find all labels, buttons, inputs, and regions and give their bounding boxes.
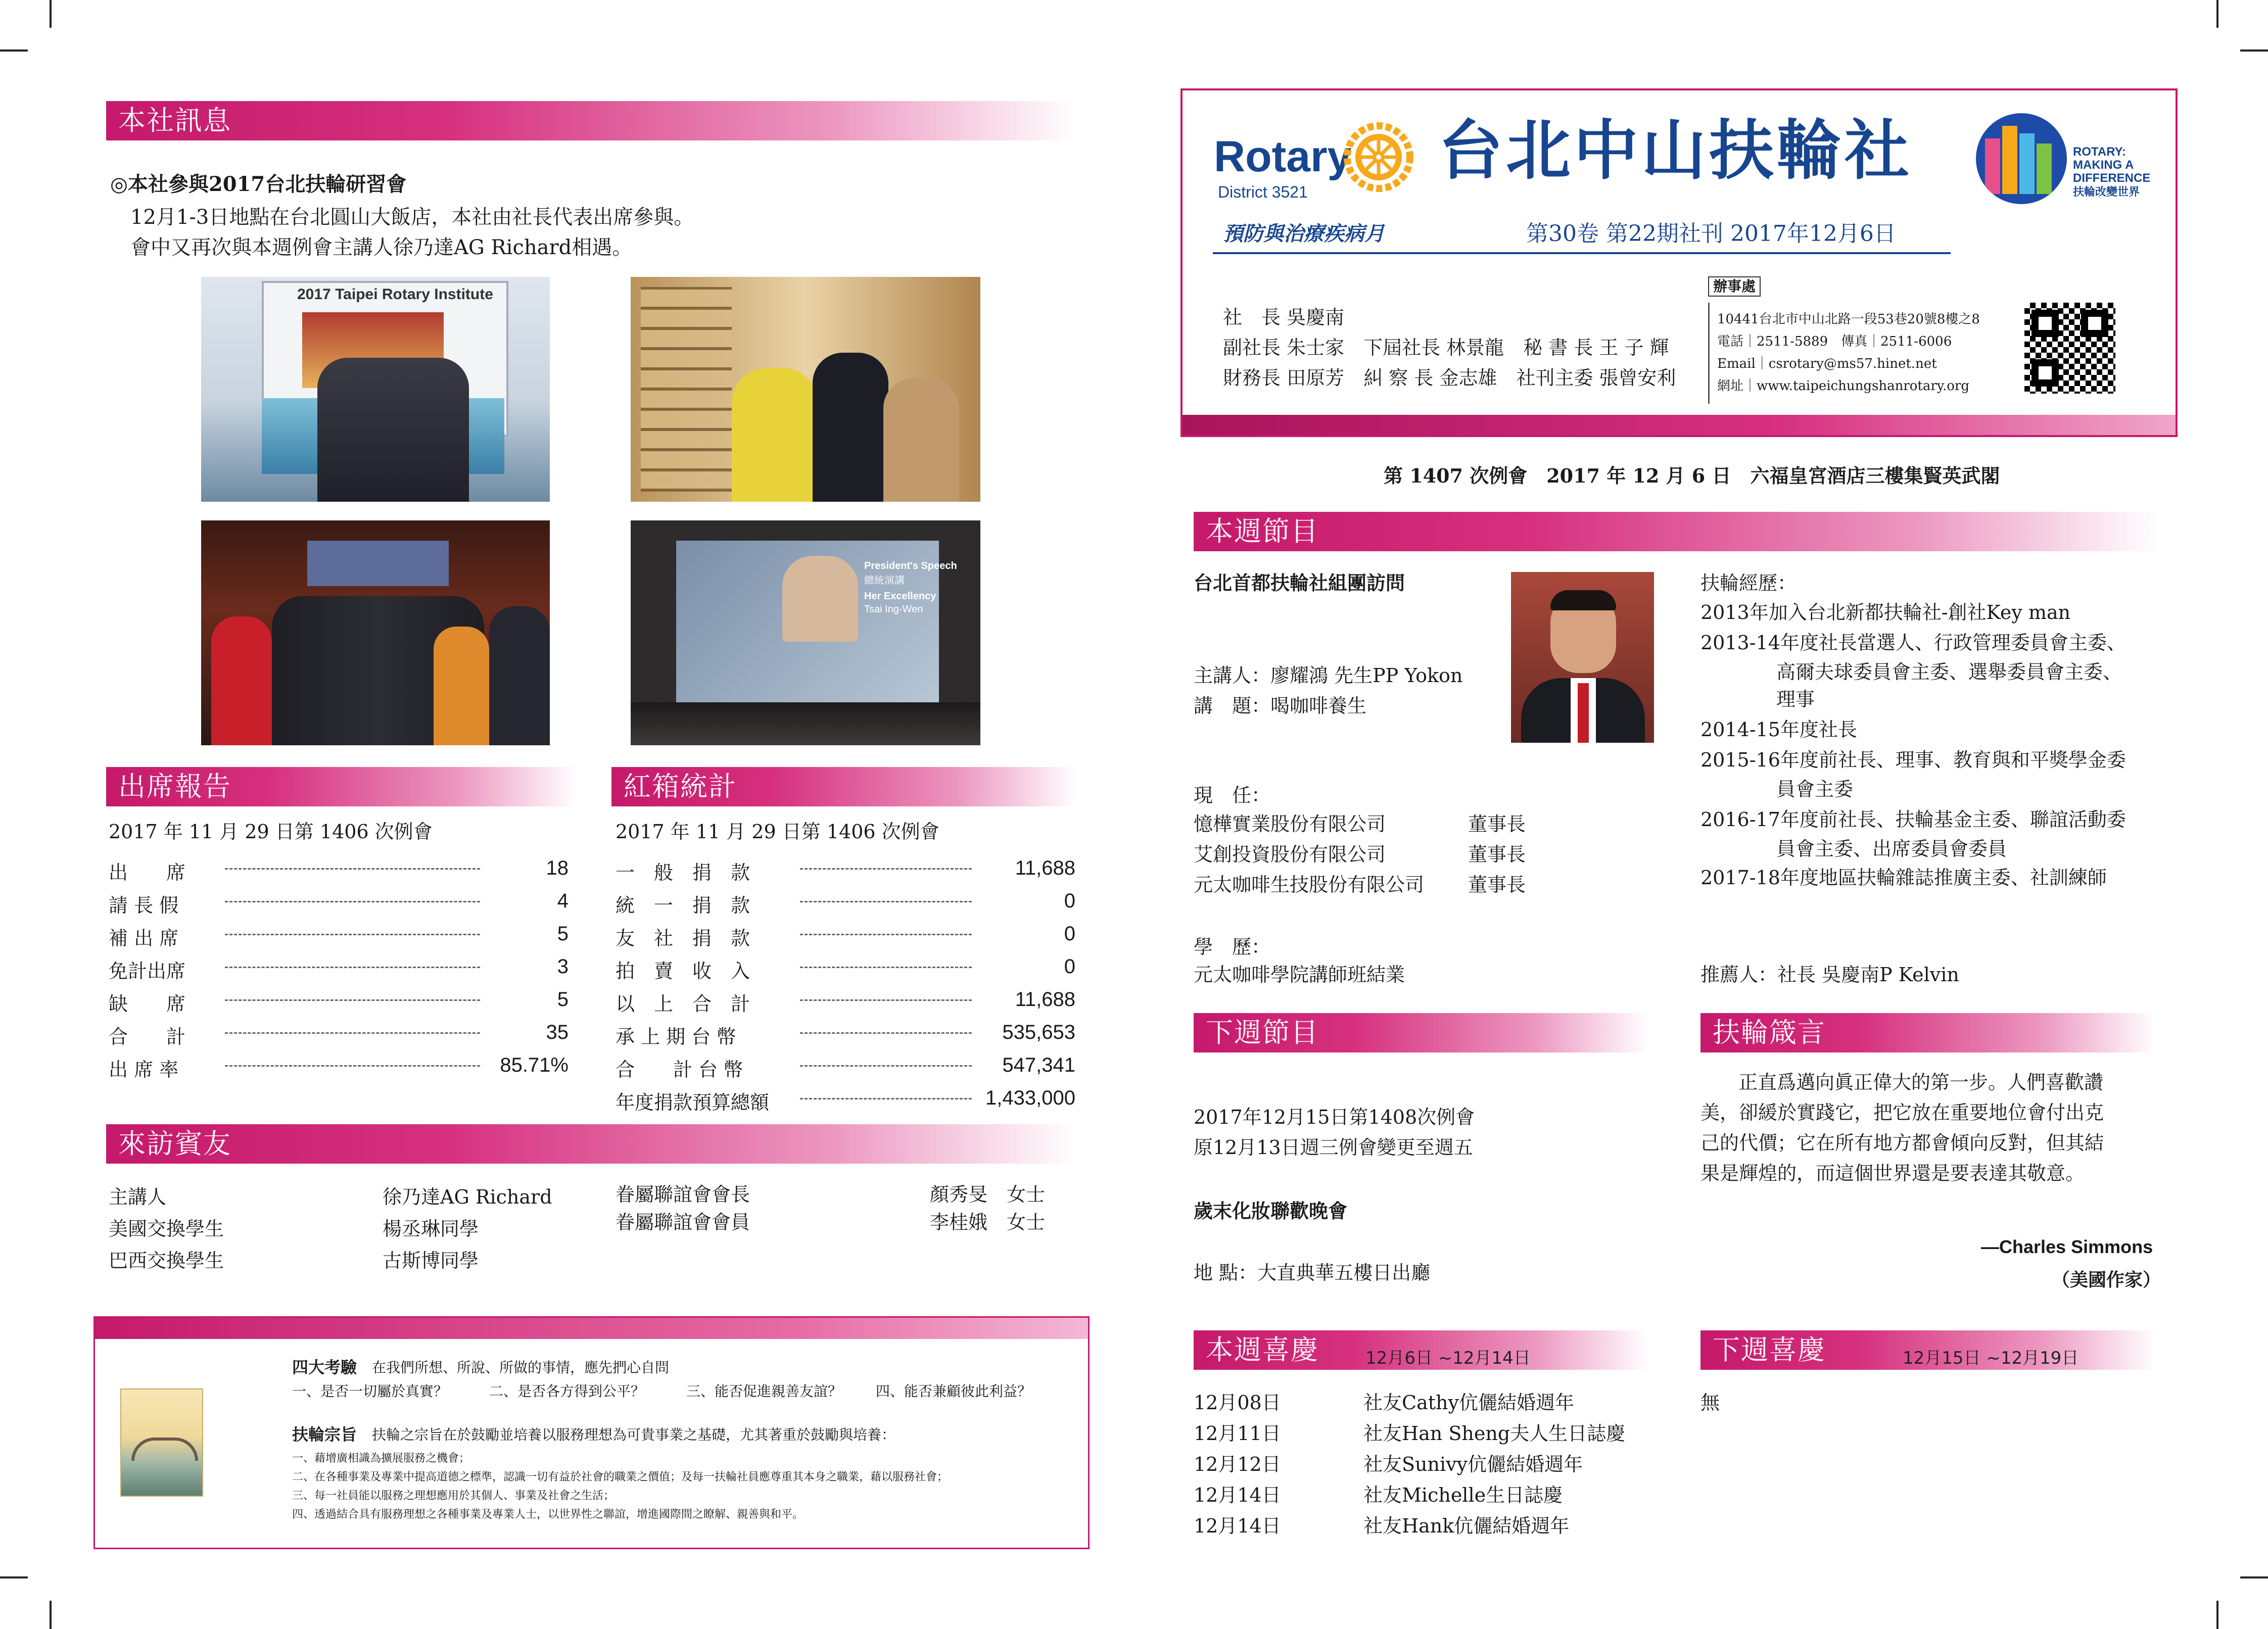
- celebrations-range: 12月6日 ~12月14日: [1365, 1348, 1531, 1368]
- visitor-col2-1: 徐乃達AG Richard: [383, 1186, 552, 1208]
- person-right: [489, 606, 550, 745]
- stat-value: 0: [1064, 923, 1075, 945]
- theme-line-2: MAKING A: [2073, 158, 2134, 172]
- stat-row: [109, 984, 569, 1015]
- program-visit: 台北首都扶輪社組團訪問: [1194, 571, 1405, 594]
- visitor-col2-3: 古斯博同學: [383, 1250, 479, 1272]
- theme-logo-bar: [2019, 133, 2035, 194]
- stat-row: [109, 853, 569, 883]
- education-text: 元太咖啡學院講師班結業: [1194, 964, 1405, 986]
- next-week-line1: 2017年12月15日第1408次例會: [1194, 1106, 1475, 1128]
- stat-value: 85.71%: [500, 1054, 569, 1076]
- four-way-q3: 三、能否促進親善友誼？: [686, 1383, 842, 1400]
- theme-logo-bar: [1985, 138, 2000, 194]
- speaker-portrait: [1511, 572, 1654, 743]
- theme-line-4: 扶輪改變世界: [2073, 185, 2140, 199]
- current-label: 現 任：: [1194, 784, 1271, 806]
- object-4: 四、透過結合具有服務理想之各種事業及專業人士，以世界性之聯誼，增進國際間之瞭解、親善與和平。: [292, 1508, 804, 1521]
- celebration-date-1: 12月08日: [1194, 1392, 1281, 1414]
- masthead-bottom-bar: [1183, 415, 2176, 435]
- motto-line3: 己的代價；它在所有地方都會傾向反對，但其結: [1700, 1132, 2104, 1154]
- theme-logo-bar: [2037, 143, 2052, 194]
- recommender: 推薦人：社長 吳慶南P Kelvin: [1700, 964, 1959, 986]
- stat-value: 11,688: [1015, 857, 1075, 879]
- people-group: [317, 358, 469, 502]
- person-tan-coat: [883, 378, 959, 502]
- officers-row-2: 副社長 朱士家 下屆社長 林景龍 秘 書 長 王 子 輝: [1223, 337, 1669, 359]
- object-1: 一、藉增廣相識為擴展服務之機會；: [292, 1452, 470, 1465]
- red-box-date: 2017 年 11 月 29 日第 1406 次例會: [616, 821, 939, 843]
- crop-mark: [2216, 1601, 2218, 1629]
- crop-mark: [0, 1576, 28, 1578]
- masthead-rule: [1213, 252, 1951, 254]
- object-2: 二、在各種事業及專業中提高道德之標準，認識一切有益於社會的職業之價值；及每一扶輪社員應尊重其本身之職業，藉以服務社會；: [292, 1471, 949, 1483]
- four-way-intro: 在我們所想、所說、所做的事情，應先捫心自問: [372, 1359, 670, 1376]
- stat-row: [616, 984, 1075, 1015]
- this-week-header: 本週節目: [1194, 512, 2159, 551]
- speech-caption-3: Her Excellency: [864, 591, 936, 602]
- speech-caption-1: President's Speech: [864, 560, 957, 571]
- officers-row-1: 社 長 吳慶南: [1223, 306, 1345, 328]
- stat-row: [616, 1050, 1075, 1080]
- motto-header: 扶輪箴言: [1700, 1013, 2155, 1052]
- next-celebrations-header: 下週喜慶 12月15日 ~12月19日: [1700, 1330, 2155, 1370]
- masthead-box: [1180, 88, 2178, 437]
- awareness-month: 預防與治療疾病月: [1223, 222, 1385, 246]
- person-yellow-jacket: [732, 368, 818, 502]
- job-title-3: 董事長: [1468, 874, 1526, 896]
- celebrations-header: 本週喜慶 12月6日 ~12月14日: [1194, 1330, 1648, 1370]
- stat-label: 請 長 假: [109, 894, 179, 917]
- celebration-date-2: 12月11日: [1194, 1422, 1281, 1445]
- leader-dashes: [225, 868, 480, 870]
- stat-value: 1,433,000: [985, 1087, 1075, 1109]
- crop-mark: [0, 50, 28, 52]
- painting-bridge: [131, 1438, 198, 1461]
- red-box-table: [616, 853, 1075, 1116]
- stat-value: 547,341: [1002, 1054, 1075, 1076]
- speech-caption-2: 總統演講: [864, 574, 905, 586]
- leader-dashes: [225, 1032, 480, 1034]
- next-week-line2: 原12月13日週三例會變更至週五: [1194, 1136, 1473, 1159]
- club-news-line2: 會中又再次與本週例會主講人徐乃達AG Richard相遇。: [130, 236, 633, 259]
- experience-4: 理事: [1776, 688, 1815, 710]
- theme-logo-bar: [2002, 126, 2017, 194]
- club-news-title: ◎本社參與2017台北扶輪研習會: [110, 172, 407, 196]
- stat-label: 合 計 台 幣: [616, 1059, 743, 1081]
- stat-label: 承 上 期 台 幣: [616, 1026, 736, 1048]
- audience-heads: [631, 702, 980, 745]
- stat-row: [616, 1017, 1075, 1047]
- celebration-text-4: 社友Michelle生日誌慶: [1363, 1484, 1563, 1506]
- theme-line-3: DIFFERENCE: [2073, 171, 2151, 185]
- motto-line2: 美，卻緩於實踐它，把它放在重要地位會付出克: [1700, 1101, 2104, 1124]
- photo-president-speech: [631, 520, 980, 745]
- leader-dashes: [800, 999, 972, 1001]
- job-title-1: 董事長: [1468, 813, 1526, 835]
- next-week-place: 地 點：大直典華五樓日出廳: [1194, 1262, 1431, 1284]
- stat-row: [616, 886, 1075, 916]
- program-topic: 講 題：喝咖啡養生: [1194, 695, 1367, 717]
- stat-value: 5: [557, 923, 569, 945]
- four-way-q2: 二、是否各方得到公平？: [489, 1383, 645, 1400]
- visitor-col1-3: 巴西交換學生: [109, 1250, 224, 1272]
- office-divider: [1708, 303, 1710, 404]
- experience-9: 員會主委、出席委員會委員: [1776, 838, 2007, 860]
- stat-label: 補 出 席: [109, 927, 179, 949]
- visitor-col3-2: 眷屬聯誼會會員: [616, 1211, 750, 1233]
- four-way-painting: [120, 1388, 203, 1497]
- portrait-hair: [1550, 590, 1616, 610]
- stat-label: 年度捐款預算總額: [616, 1091, 770, 1114]
- stat-row: [616, 919, 1075, 949]
- stat-value: 35: [546, 1021, 569, 1043]
- attendance-date: 2017 年 11 月 29 日第 1406 次例會: [109, 821, 433, 843]
- office-email: Email｜csrotary@ms57.hinet.net: [1717, 356, 1937, 371]
- experience-10: 2017-18年度地區扶輪雜誌推廣主委、社訓練師: [1700, 867, 2107, 889]
- leader-dashes: [800, 868, 972, 870]
- stat-value: 4: [557, 890, 569, 912]
- stat-value: 0: [1064, 955, 1075, 978]
- job-company-2: 艾創投資股份有限公司: [1194, 843, 1386, 866]
- four-way-q4: 四、能否兼顧彼此利益？: [876, 1383, 1032, 1400]
- attendance-table: [109, 853, 569, 1116]
- visitors-header: 來訪賓友: [106, 1124, 1076, 1164]
- job-title-2: 董事長: [1468, 843, 1526, 866]
- club-news-header: 本社訊息: [106, 101, 1076, 140]
- stat-row: [109, 1050, 569, 1080]
- motto-author: —Charles Simmons: [1981, 1236, 2153, 1257]
- stat-row: [616, 1083, 1075, 1113]
- crop-mark: [2240, 1576, 2268, 1578]
- object-title: 扶輪宗旨: [292, 1425, 357, 1444]
- job-company-1: 憶樺實業股份有限公司: [1194, 813, 1386, 835]
- next-week-header: 下週節目: [1194, 1013, 1648, 1052]
- next-celebrations-none: 無: [1700, 1392, 1720, 1414]
- program-speaker: 主講人：廖耀鴻 先生PP Yokon: [1194, 664, 1463, 687]
- visitor-col4-2: 李桂娥 女士: [930, 1211, 1046, 1233]
- photo-ballroom-group: [201, 520, 550, 745]
- leader-dashes: [800, 1098, 972, 1099]
- speaker-image: [782, 556, 858, 642]
- visitor-col1-1: 主講人: [109, 1186, 167, 1208]
- four-way-q1: 一、是否一切屬於真實？: [292, 1383, 448, 1400]
- stat-label: 出 席: [109, 861, 186, 884]
- visitor-col2-2: 楊丞琳同學: [383, 1218, 479, 1240]
- four-way-top-bar: [95, 1318, 1088, 1339]
- leader-dashes: [225, 967, 480, 968]
- office-label: 辦事處: [1708, 276, 1761, 297]
- photo-three-people: [631, 277, 980, 502]
- stat-label: 合 計: [109, 1026, 186, 1048]
- lattice-wall: [641, 287, 732, 492]
- office-phone: 電話｜2511-5889 傳真｜2511-6006: [1717, 334, 1952, 349]
- leader-dashes: [225, 934, 480, 935]
- rotary-wordmark: Rotary: [1214, 132, 1352, 181]
- stat-value: 0: [1064, 890, 1075, 912]
- stat-value: 3: [557, 955, 569, 978]
- stat-label: 一 般 捐 款: [616, 861, 750, 884]
- celebration-text-5: 社友Hank伉儷結婚週年: [1363, 1515, 1570, 1537]
- speech-caption-4: Tsai Ing-Wen: [864, 604, 923, 615]
- photo-institute-banner: [201, 277, 550, 502]
- celebration-text-1: 社友Cathy伉儷結婚週年: [1363, 1392, 1574, 1414]
- four-way-title: 四大考驗: [292, 1358, 357, 1377]
- stat-row: [616, 951, 1075, 982]
- leader-dashes: [800, 967, 972, 968]
- crop-mark: [2216, 0, 2218, 28]
- issue-line: 第30卷 第22期社刊 2017年12月6日: [1526, 221, 1896, 247]
- next-week-event: 歲末化妝聯歡晚會: [1194, 1200, 1348, 1222]
- visitor-col3-1: 眷屬聯誼會會長: [616, 1183, 750, 1206]
- rotary-theme-logo: [1976, 113, 2067, 204]
- office-address: 10441台北市中山北路一段53巷20號8樓之8: [1717, 312, 1980, 327]
- stat-value: 18: [546, 857, 569, 879]
- stat-row: [109, 919, 569, 949]
- stat-label: 免計出席: [109, 960, 186, 982]
- experience-8: 2016-17年度前社長、扶輪基金主委、聯誼活動委: [1700, 808, 2126, 831]
- crop-mark: [50, 1601, 52, 1629]
- person-orange: [434, 627, 489, 745]
- leader-dashes: [800, 1032, 972, 1034]
- stat-label: 拍 賣 收 入: [616, 960, 750, 982]
- officers-row-3: 財務長 田原芳 糾 察 長 金志雄 社刊主委 張曾安利: [1223, 367, 1676, 389]
- celebration-text-3: 社友Sunivy伉儷結婚週年: [1363, 1453, 1583, 1475]
- stage-screen: [307, 541, 449, 586]
- job-company-3: 元太咖啡生技股份有限公司: [1194, 874, 1425, 896]
- stat-row: [109, 886, 569, 916]
- leader-dashes: [800, 934, 972, 935]
- experience-7: 員會主委: [1776, 778, 1854, 800]
- stat-row: [109, 1017, 569, 1047]
- motto-author-note: （美國作家）: [2052, 1269, 2161, 1290]
- banner-title: 2017 Taipei Rotary Institute: [297, 286, 493, 303]
- crop-mark: [2240, 50, 2268, 52]
- stat-row: [616, 853, 1075, 883]
- stat-value: 535,653: [1002, 1021, 1075, 1043]
- portrait-tie: [1578, 683, 1589, 743]
- experience-6: 2015-16年度前社長、理事、教育與和平獎學金委: [1700, 749, 2126, 771]
- leader-dashes: [225, 999, 480, 1001]
- theme-line-1: ROTARY:: [2073, 145, 2126, 159]
- meeting-line: 第 1407 次例會 2017 年 12 月 6 日 六福皇宮酒店三樓集賢英武閣: [1384, 464, 2000, 487]
- object-3: 三、每一社員能以服務之理想應用於其個人、事業及社會之生活；: [292, 1490, 615, 1502]
- object-intro: 扶輪之宗旨在於鼓勵並培養以服務理想為可貴事業之基礎，尤其著重於鼓勵與培養：: [372, 1426, 896, 1443]
- experience-1: 2013年加入台北新都扶輪社-創社Key man: [1700, 601, 2071, 624]
- experience-label: 扶輪經歷：: [1700, 572, 1797, 594]
- person-dark-suit: [813, 353, 888, 502]
- stat-label: 以 上 合 計: [616, 993, 750, 1015]
- qr-code-icon[interactable]: [2024, 303, 2115, 394]
- stat-label: 友 社 捐 款: [616, 927, 750, 949]
- leader-dashes: [225, 1065, 480, 1067]
- celebration-date-3: 12月12日: [1194, 1453, 1281, 1475]
- celebration-date-4: 12月14日: [1194, 1484, 1281, 1506]
- leader-dashes: [800, 901, 972, 902]
- leader-dashes: [800, 1065, 972, 1067]
- district-label: District 3521: [1218, 183, 1308, 201]
- motto-line4: 果是輝煌的，而這個世界還是要表達其敬意。: [1700, 1162, 2085, 1184]
- club-news-line1: 12月1-3日地點在台北圓山大飯店，本社由社長代表出席參與。: [130, 206, 694, 229]
- celebration-date-5: 12月14日: [1194, 1515, 1281, 1537]
- experience-5: 2014-15年度社長: [1700, 718, 1857, 741]
- rotary-wheel-icon: [1343, 122, 1414, 193]
- next-celebrations-range: 12月15日 ~12月19日: [1903, 1348, 2079, 1368]
- visitor-col4-1: 顏秀旻 女士: [930, 1183, 1046, 1206]
- experience-3: 高爾夫球委員會主委、選舉委員會主委、: [1776, 661, 2122, 683]
- attendance-header: 出席報告: [106, 767, 576, 806]
- four-way-test-box: [93, 1316, 1090, 1549]
- stat-label: 統 一 捐 款: [616, 894, 750, 917]
- person-red: [211, 616, 272, 745]
- crop-mark: [50, 0, 52, 28]
- education-label: 學 歷：: [1194, 936, 1271, 958]
- stat-row: [109, 951, 569, 982]
- stat-label: 缺 席: [109, 993, 186, 1015]
- stat-label: 出 席 率: [109, 1059, 179, 1081]
- visitor-col1-2: 美國交換學生: [109, 1218, 224, 1240]
- motto-line1: 正直爲邁向眞正偉大的第一步。人們喜歡讚: [1738, 1071, 2104, 1093]
- experience-2: 2013-14年度社長當選人、行政管理委員會主委、: [1700, 632, 2126, 654]
- celebration-text-2: 社友Han Sheng夫人生日誌慶: [1363, 1422, 1626, 1445]
- stat-value: 11,688: [1015, 988, 1075, 1011]
- stat-value: 5: [557, 988, 569, 1011]
- club-name: 台北中山扶輪社: [1438, 113, 1913, 188]
- office-website: 網址｜www.taipeichungshanrotary.org: [1717, 378, 1970, 394]
- red-box-header: 紅箱統計: [611, 767, 1076, 806]
- leader-dashes: [225, 901, 480, 902]
